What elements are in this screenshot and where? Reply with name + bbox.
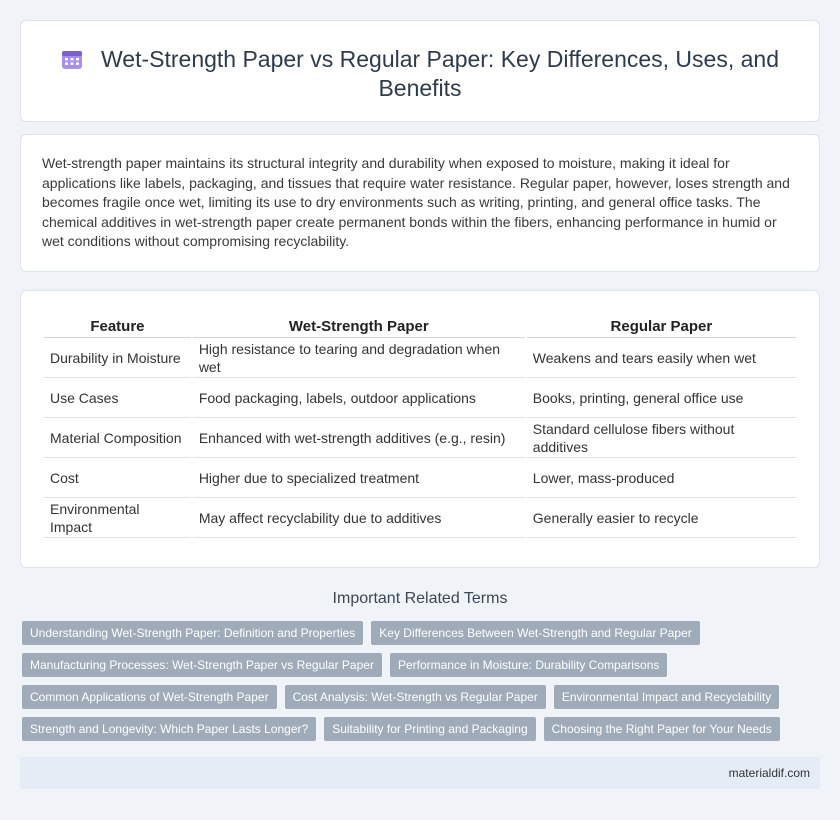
related-term-tag[interactable]: Performance in Moisture: Durability Comparisons	[390, 653, 667, 677]
related-term-tag[interactable]: Choosing the Right Paper for Your Needs	[544, 717, 780, 741]
related-term-tag[interactable]: Cost Analysis: Wet-Strength vs Regular Paper	[285, 685, 546, 709]
table-cell: Generally easier to recycle	[527, 498, 796, 538]
calendar-icon	[61, 48, 83, 70]
page-title-wrap	[21, 45, 819, 103]
table-cell: May affect recyclability due to additives	[193, 498, 525, 538]
table-cell: Higher due to specialized treatment	[193, 458, 525, 498]
tag-row	[22, 717, 822, 741]
page-title: Wet-Strength Paper vs Regular Paper: Key Differences, Uses, and Benefits	[101, 46, 779, 101]
table-cell: Food packaging, labels, outdoor applications	[193, 378, 525, 418]
table-cell: Books, printing, general office use	[527, 378, 796, 418]
table-cell: Lower, mass-produced	[527, 458, 796, 498]
table-cell: Material Composition	[44, 418, 191, 458]
table-row	[44, 498, 796, 538]
related-term-tag[interactable]: Key Differences Between Wet-Strength and Regular Paper	[371, 621, 699, 645]
related-term-tag[interactable]: Understanding Wet-Strength Paper: Definition and Properties	[22, 621, 363, 645]
table-header-row	[44, 316, 796, 338]
table-row	[44, 338, 796, 378]
related-terms-title: Important Related Terms	[332, 590, 508, 607]
tag-row	[22, 621, 822, 645]
related-term-tag[interactable]: Common Applications of Wet-Strength Paper	[22, 685, 277, 709]
footer	[20, 757, 820, 789]
table-cell: High resistance to tearing and degradation when wet	[193, 338, 525, 378]
title-card	[20, 20, 820, 122]
table-cell: Durability in Moisture	[44, 338, 191, 378]
related-term-tag[interactable]: Strength and Longevity: Which Paper Lasts Longer?	[22, 717, 316, 741]
table-cell: Environmental Impact	[44, 498, 191, 538]
related-term-tag[interactable]: Manufacturing Processes: Wet-Strength Paper vs Regular Paper	[22, 653, 382, 677]
header-wet-strength: Wet-Strength Paper	[193, 316, 525, 338]
related-term-tag[interactable]: Environmental Impact and Recyclability	[554, 685, 779, 709]
header-regular: Regular Paper	[527, 316, 796, 338]
intro-paragraph: Wet-strength paper maintains its structural integrity and durability when exposed to moisture, making it ideal for applications like labels, packaging, and tissues that require water resistance. Regular paper, however, loses strength and becomes fragile once wet, limiting its use to dry environments such as writing, printing, and general office tasks. The chemical additives in wet-strength paper create permanent bonds within the fibers, enhancing performance in humid or wet conditions without compromising recyclability.	[42, 155, 790, 250]
table-row	[44, 418, 796, 458]
related-terms-list	[22, 621, 822, 749]
intro-card	[20, 134, 820, 272]
table-cell: Standard cellulose fibers without additives	[527, 418, 796, 458]
table-row	[44, 378, 796, 418]
related-term-tag[interactable]: Suitability for Printing and Packaging	[324, 717, 535, 741]
table-cell: Use Cases	[44, 378, 191, 418]
header-feature: Feature	[44, 316, 191, 338]
table-cell: Cost	[44, 458, 191, 498]
table-row	[44, 458, 796, 498]
comparison-table	[42, 316, 798, 538]
tag-row	[22, 685, 822, 709]
table-cell: Weakens and tears easily when wet	[527, 338, 796, 378]
table-cell: Enhanced with wet-strength additives (e.g., resin)	[193, 418, 525, 458]
comparison-card	[20, 290, 820, 568]
footer-site-link[interactable]: materialdif.com	[728, 766, 810, 780]
tag-row	[22, 653, 822, 677]
